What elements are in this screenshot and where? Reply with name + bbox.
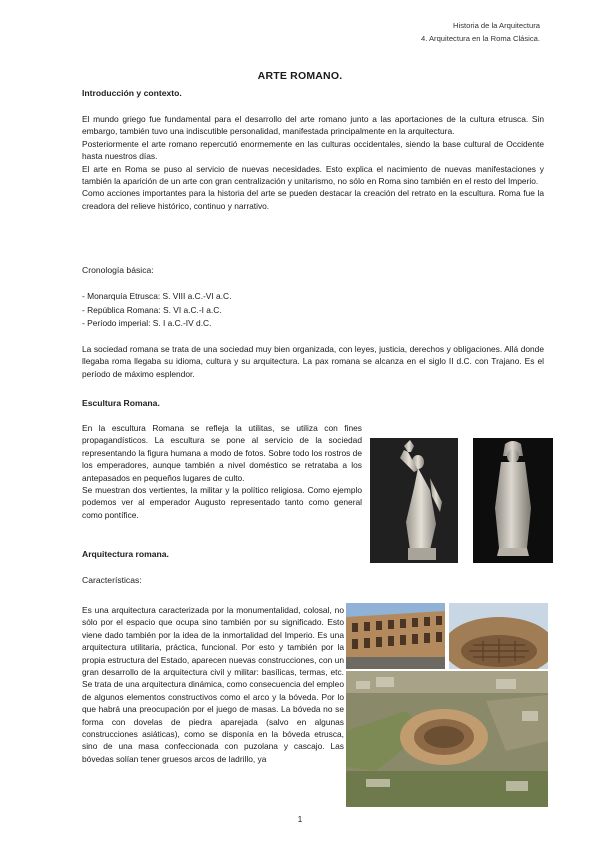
running-header [421, 19, 540, 45]
chronology-list [82, 290, 231, 331]
intro-text [82, 113, 544, 212]
society-paragraph: La sociedad romana se trata de una sociedad muy bien organizada, con leyes, justicia, derechos y obligaciones. Allá donde llegaba roma llegaba su idioma, cultura y su arquitectura. La pax romana se alcanza en el siglo II d.C. con Trajano. Es el período de máximo esplendor. [82, 344, 544, 379]
intro-paragraph: El mundo griego fue fundamental para el desarrollo del arte romano junto a las aportaciones de la cultura etrusca. Sin embargo, también tuvo una indiscutible personalidad, manifestada principalmente en la arquitectura. [82, 114, 544, 137]
header-course: Historia de la Arquitectura [453, 21, 540, 30]
chronology-item: - Monarquía Etrusca: S. VIII a.C.-VI a.C. [82, 291, 232, 301]
chronology-item: - República Romana: S. VI a.C.-I a.C. [82, 304, 222, 315]
page-number: 1 [297, 815, 303, 824]
colosseum-aerial-photo [346, 671, 548, 807]
colosseum-exterior-photo [346, 603, 445, 669]
sculpture-heading: Escultura Romana. [82, 398, 160, 408]
header-chapter: 4. Arquitectura en la Roma Clásica. [420, 34, 540, 43]
intro-heading: Introducción y contexto. [82, 88, 182, 98]
augustus-general-statue-image [370, 438, 458, 563]
chronology-heading: Cronología básica: [82, 265, 154, 275]
sculpture-text [82, 422, 362, 521]
sculpture-paragraph: Se muestran dos vertientes, la militar y la político religiosa. Como ejemplo podemos ver al emperador Augusto representado tanto como general como pontífice. [82, 485, 362, 520]
architecture-paragraph: Es una arquitectura caracterizada por la monumentalidad, colosal, no sólo por el espacio que ocupa sino también por su significado. Esto viene dado también por la idea de la inmortalidad del Imperio. Es una arquitectura utilitaria, práctica, funcional. Por esto y también por la propia estructura del Estado, aparecen nuevas construcciones, con un gran desarrollo de la arquitectura civil y militar: basílicas, termas, etc. Se trata de una arquitectura dinámica, como consecuencia del empleo de algunos elementos constructivos como el arco y la bóveda. Por lo que habrá una preocupación por el juego de masas. La bóveda no se forma con dovelas de piedra aparejada (salvo en algunas construcciones asiáticas), como se disponía en la bóveda etrusca, sino de una masa confeccionada con puzolana y cascajo. Las bóvedas solían tener gruesos arcos de ladrillo, ya [82, 605, 344, 764]
colosseum-interior-photo [449, 603, 548, 669]
intro-paragraph: Como acciones importantes para la historia del arte se pueden destacar la creación del retrato en la escultura. Roma fue la creadora del relieve histórico, continuo y narrativo. [82, 188, 544, 211]
document-title: ARTE ROMANO. [257, 70, 343, 82]
intro-paragraph: Posteriormente el arte romano repercutió enormemente en las culturas occidentales, siendo la base cultural de Occidente hasta nuestros días. [82, 138, 544, 162]
chronology-item: - Período imperial: S. I a.C.-IV d.C. [82, 318, 212, 328]
augustus-pontiff-statue-image [473, 438, 553, 563]
sculpture-paragraph: En la escultura Romana se refleja la utilitas, se utiliza con fines propagandísticos. La escultura se pone al servicio de la sociedad representando la figura humana a modo de fotos. Sobre todo los rostros de los emperadores, aunque también a nivel doméstico se retrataba a los antepasados en pequeños lugares de culto. [82, 423, 362, 483]
intro-paragraph: El arte en Roma se puso al servicio de nuevas necesidades. Esto explica el nacimiento de nuevas manifestaciones y también la aparición de un arte con gran centralización y unitarismo, no sólo en Roma sino también en el resto del Imperio. [82, 163, 544, 187]
characteristics-heading: Características: [82, 575, 142, 585]
architecture-heading: Arquitectura romana. [82, 549, 169, 559]
